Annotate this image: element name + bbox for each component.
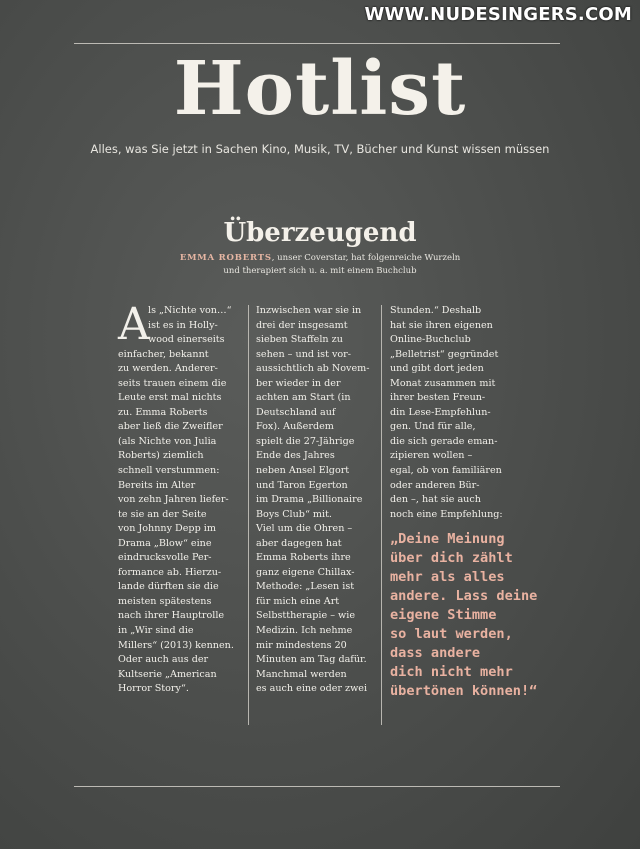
text-line: zipieren wollen – <box>390 450 473 462</box>
text-line: Manchmal werden <box>256 668 347 680</box>
text-line: Medizin. Ich nehme <box>256 625 353 637</box>
text-line: neben Ansel Elgort <box>256 465 350 477</box>
text-line: te sie an der Seite <box>118 508 207 520</box>
text-line: Drama „Blow“ eine <box>118 537 212 549</box>
text-line: noch eine Empfehlung: <box>390 508 503 520</box>
text-line: Roberts) ziemlich <box>118 450 204 462</box>
text-line: dass andere <box>390 645 481 661</box>
text-line: und Taron Egerton <box>256 479 348 491</box>
text-line: aber ließ die Zweifler <box>118 421 223 433</box>
text-line: Millers“ (2013) kennen. <box>118 639 234 651</box>
deck-name: EMMA ROBERTS <box>179 253 272 263</box>
text-line: Fox). Außerdem <box>256 421 334 433</box>
text-line: zu werden. Anderer- <box>118 363 218 375</box>
text-line: Oder auch aus der <box>118 654 209 666</box>
text-line: nach ihrer Hauptrolle <box>118 610 225 622</box>
text-line: (als Nichte von Julia <box>118 435 217 447</box>
text-line: eigene Stimme <box>390 607 497 623</box>
text-line: „Belletrist“ gegründet <box>390 348 499 360</box>
text-line: mehr als alles <box>390 569 505 585</box>
text-line: aussichtlich ab Novem- <box>256 363 370 375</box>
text-line: din Lese-Empfehlun- <box>390 406 491 418</box>
text-line: meisten spätestens <box>118 595 212 607</box>
text-line: den –, hat sie auch <box>390 494 481 506</box>
text-line: ganz eigene Chillax- <box>256 566 355 578</box>
column-divider <box>248 305 249 725</box>
text-line: ihrer besten Freun- <box>390 392 486 404</box>
text-line: Stunden.“ Deshalb <box>390 305 482 316</box>
text-line: dich nicht mehr <box>390 664 513 680</box>
text-line: so laut werden, <box>390 626 513 642</box>
text-line: ber wieder in der <box>256 377 341 389</box>
text-line: Horror Story“. <box>118 683 189 695</box>
text-line: „Deine Meinung <box>390 531 505 547</box>
pull-quote <box>390 530 538 701</box>
text-line: hat sie ihren eigenen <box>390 319 493 331</box>
text-line: sieben Staffeln zu <box>256 334 343 346</box>
text-line: die sich gerade eman- <box>390 435 498 447</box>
text-line: andere. Lass deine <box>390 588 538 604</box>
text-line: Online-Buchclub <box>390 334 471 346</box>
text-line: Deutschland auf <box>256 406 336 418</box>
text-line: von zehn Jahren liefer- <box>118 494 229 506</box>
text-line: Minuten am Tag dafür. <box>256 654 367 666</box>
page-title: Hotlist <box>173 46 467 132</box>
article-deck <box>130 252 510 278</box>
text-line: einfacher, bekannt <box>118 348 209 360</box>
text-line: über dich zählt <box>390 550 513 566</box>
text-line: von Johnny Depp im <box>118 523 216 535</box>
text-line: Selbsttherapie – wie <box>256 610 355 622</box>
text-line: Inzwischen war sie in <box>256 305 362 316</box>
page-subtitle: Alles, was Sie jetzt in Sachen Kino, Musik, TV, Bücher und Kunst wissen müssen <box>90 142 550 156</box>
watermark: WWW.NUDESINGERS.COM <box>364 4 632 25</box>
text-line: es auch eine oder zwei <box>256 683 368 695</box>
text-line: Methode: „Lesen ist <box>256 581 355 593</box>
text-line: Boys Club“ mit. <box>256 508 332 520</box>
text-line: spielt die 27-Jährige <box>256 435 355 447</box>
article-headline: Überzeugend <box>223 218 417 248</box>
text-line: aber dagegen hat <box>256 537 342 549</box>
text-line: Kultserie „American <box>118 668 217 680</box>
text-line: Leute erst mal nichts <box>118 392 222 404</box>
column-divider <box>381 305 382 725</box>
text-line: und gibt dort jeden <box>390 363 484 375</box>
text-line: drei der insgesamt <box>256 319 348 331</box>
bottom-divider <box>74 786 560 787</box>
text-line: ist es in Holly- <box>148 319 218 331</box>
article-column-2 <box>256 304 386 697</box>
text-line: für mich eine Art <box>256 595 340 607</box>
text-line: Bereits im Alter <box>118 479 196 491</box>
text-line: Emma Roberts ihre <box>256 552 351 564</box>
text-line: mir mindestens 20 <box>256 639 347 651</box>
deck-line-1: , unser Coverstar, hat folgenreiche Wurzeln <box>271 253 461 263</box>
text-line: schnell verstummen: <box>118 465 220 477</box>
text-line: Viel um die Ohren – <box>256 523 353 535</box>
text-line: wood einerseits <box>148 334 225 346</box>
article-column-3 <box>390 304 520 522</box>
text-line: egal, ob von familiären <box>390 465 502 477</box>
text-line: seits trauen einem die <box>118 377 227 389</box>
text-line: gen. Und für alle, <box>390 421 476 433</box>
article-column-1 <box>118 299 248 697</box>
text-line: Monat zusammen mit <box>390 377 496 389</box>
text-line: im Drama „Billionaire <box>256 494 363 506</box>
text-line: achten am Start (in <box>256 392 351 404</box>
text-line: ls „Nichte von…“ <box>148 305 232 316</box>
drop-cap: A <box>118 299 150 350</box>
text-line: eindrucksvolle Per- <box>118 552 212 564</box>
text-line: formance ab. Hierzu- <box>118 566 222 578</box>
deck-line-2: und therapiert sich u. a. mit einem Buchclub <box>223 266 417 276</box>
text-line: oder anderen Bür- <box>390 479 480 491</box>
text-line: Ende des Jahres <box>256 450 335 462</box>
text-line: zu. Emma Roberts <box>118 406 208 418</box>
text-line: übertönen können!“ <box>390 683 538 699</box>
text-line: in „Wir sind die <box>118 625 194 637</box>
text-line: sehen – und ist vor- <box>256 348 352 360</box>
text-line: lande dürften sie die <box>118 581 219 593</box>
